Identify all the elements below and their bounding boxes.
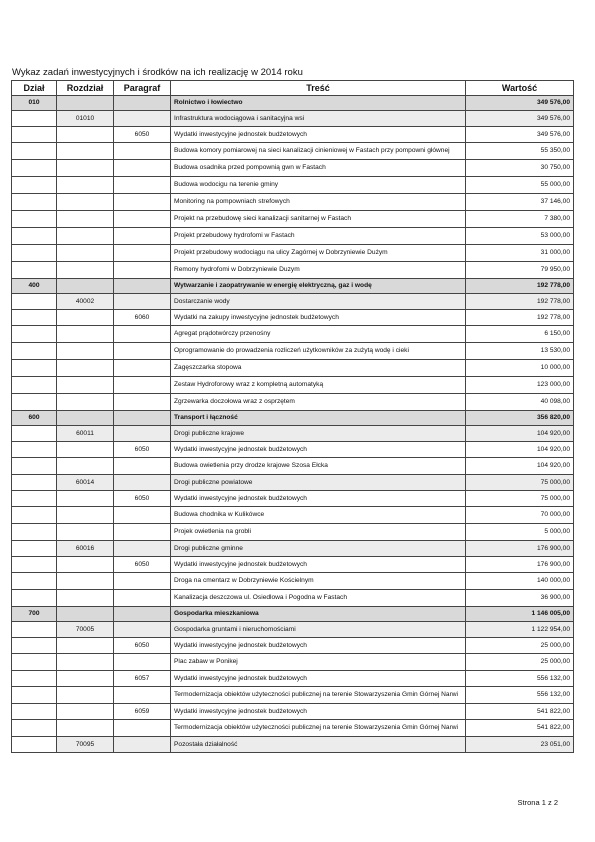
- table-row-task: [12, 211, 574, 228]
- cell-dzial: [12, 541, 57, 557]
- cell-rozdzial: [57, 458, 114, 475]
- cell-paragraf: [114, 111, 171, 127]
- cell-dzial: [12, 442, 57, 458]
- cell-dzial: [12, 310, 57, 326]
- cell-dzial: [12, 720, 57, 737]
- cell-rozdzial: [57, 524, 114, 541]
- cell-dzial: [12, 622, 57, 638]
- cell-paragraf: [114, 194, 171, 211]
- cell-tresc: Wydatki inwestycyjne jednostek budżetowych: [171, 638, 466, 654]
- cell-dzial: [12, 507, 57, 524]
- cell-dzial: [12, 377, 57, 394]
- header-dzial: Dział: [12, 81, 57, 96]
- cell-rozdzial: [57, 687, 114, 704]
- cell-wartosc: 1 146 005,00: [466, 607, 574, 622]
- cell-tresc: Wydatki inwestycyjne jednostek budżetowych: [171, 671, 466, 687]
- cell-paragraf: 6059: [114, 704, 171, 720]
- cell-rozdzial: [57, 442, 114, 458]
- cell-paragraf: [114, 262, 171, 279]
- table-row-task: [12, 590, 574, 607]
- cell-tresc: Remony hydrofomi w Dobrzyniewie Duzym: [171, 262, 466, 279]
- cell-dzial: 600: [12, 411, 57, 426]
- cell-wartosc: 7 380,00: [466, 211, 574, 228]
- table-row-task: [12, 326, 574, 343]
- cell-tresc: Budowa komory pomiarowej na sieci kanalizacji cinieniowej w Fastach przy pompowni głównej: [171, 143, 466, 160]
- cell-paragraf: [114, 524, 171, 541]
- cell-dzial: [12, 458, 57, 475]
- cell-wartosc: 75 000,00: [466, 475, 574, 491]
- cell-rozdzial: [57, 720, 114, 737]
- cell-wartosc: 104 920,00: [466, 426, 574, 442]
- page-number: Strona 1 z 2: [517, 798, 558, 807]
- header-tresc: Treść: [171, 81, 466, 96]
- cell-tresc: Drogi publiczne gminne: [171, 541, 466, 557]
- table-row-task: [12, 524, 574, 541]
- cell-paragraf: 6050: [114, 638, 171, 654]
- cell-rozdzial: [57, 607, 114, 622]
- cell-rozdzial: 70005: [57, 622, 114, 638]
- cell-dzial: [12, 654, 57, 671]
- cell-paragraf: [114, 279, 171, 294]
- cell-paragraf: [114, 622, 171, 638]
- cell-paragraf: 6050: [114, 442, 171, 458]
- table-row-task: [12, 177, 574, 194]
- cell-tresc: Rolnictwo i łowiectwo: [171, 96, 466, 111]
- cell-dzial: [12, 211, 57, 228]
- cell-rozdzial: [57, 245, 114, 262]
- cell-wartosc: 541 822,00: [466, 720, 574, 737]
- cell-wartosc: 25 000,00: [466, 638, 574, 654]
- cell-rozdzial: 60011: [57, 426, 114, 442]
- cell-tresc: Wydatki inwestycyjne jednostek budżetowych: [171, 704, 466, 720]
- cell-paragraf: [114, 458, 171, 475]
- cell-rozdzial: [57, 343, 114, 360]
- table-row-rozdzial: [12, 111, 574, 127]
- cell-paragraf: [114, 590, 171, 607]
- cell-wartosc: 31 000,00: [466, 245, 574, 262]
- cell-tresc: Termodernizacja obiektów użyteczności publicznej na terenie Stowarzyszenia Gmin Górnej Narwi: [171, 687, 466, 704]
- cell-dzial: [12, 262, 57, 279]
- cell-paragraf: [114, 720, 171, 737]
- table-row-task: [12, 143, 574, 160]
- cell-dzial: [12, 360, 57, 377]
- cell-tresc: Transport i łączność: [171, 411, 466, 426]
- table-row-task: [12, 343, 574, 360]
- cell-dzial: [12, 524, 57, 541]
- table-row-task: [12, 194, 574, 211]
- table-row-dzial: [12, 279, 574, 294]
- cell-dzial: 400: [12, 279, 57, 294]
- document-title: Wykaz zadań inwestycyjnych i środków na ich realizację w 2014 roku: [12, 67, 303, 78]
- table-row-task: [12, 573, 574, 590]
- cell-paragraf: [114, 426, 171, 442]
- header-paragraf: Paragraf: [114, 81, 171, 96]
- cell-rozdzial: [57, 491, 114, 507]
- table-row-task: [12, 160, 574, 177]
- cell-tresc: Dostarczanie wody: [171, 294, 466, 310]
- cell-tresc: Droga na cmentarz w Dobrzyniewie Kościelnym: [171, 573, 466, 590]
- cell-paragraf: [114, 228, 171, 245]
- table-row-rozdzial: [12, 541, 574, 557]
- table-row-rozdzial: [12, 475, 574, 491]
- cell-paragraf: [114, 294, 171, 310]
- cell-tresc: Agregat prądotwórczy przenośny: [171, 326, 466, 343]
- cell-paragraf: [114, 475, 171, 491]
- table-row-dzial: [12, 411, 574, 426]
- cell-tresc: Pozostała działalność: [171, 737, 466, 753]
- cell-dzial: [12, 426, 57, 442]
- cell-wartosc: 70 000,00: [466, 507, 574, 524]
- table-row-dzial: [12, 607, 574, 622]
- cell-paragraf: [114, 343, 171, 360]
- cell-dzial: 700: [12, 607, 57, 622]
- cell-dzial: [12, 590, 57, 607]
- cell-dzial: 010: [12, 96, 57, 111]
- table-row-rozdzial: [12, 622, 574, 638]
- cell-rozdzial: [57, 143, 114, 160]
- table-header-row: [12, 81, 574, 96]
- cell-tresc: Budowa chodnika w Kulikówce: [171, 507, 466, 524]
- cell-tresc: Monitoring na pompowniach strefowych: [171, 194, 466, 211]
- table-row-paragraf: [12, 557, 574, 573]
- cell-paragraf: [114, 377, 171, 394]
- cell-tresc: Projek owietlenia na grobli: [171, 524, 466, 541]
- cell-rozdzial: [57, 96, 114, 111]
- table-row-task: [12, 360, 574, 377]
- table-row-paragraf: [12, 704, 574, 720]
- cell-rozdzial: [57, 654, 114, 671]
- table-row-paragraf: [12, 310, 574, 326]
- cell-wartosc: 37 146,00: [466, 194, 574, 211]
- cell-rozdzial: 70095: [57, 737, 114, 753]
- table-row-task: [12, 262, 574, 279]
- cell-paragraf: [114, 654, 171, 671]
- cell-paragraf: [114, 326, 171, 343]
- table-row-paragraf: [12, 127, 574, 143]
- cell-rozdzial: [57, 557, 114, 573]
- cell-dzial: [12, 687, 57, 704]
- cell-paragraf: 6060: [114, 310, 171, 326]
- cell-tresc: Wydatki inwestycyjne jednostek budżetowych: [171, 442, 466, 458]
- cell-paragraf: [114, 211, 171, 228]
- cell-dzial: [12, 294, 57, 310]
- cell-tresc: Zgrzewarka doczołowa wraz z osprzętem: [171, 394, 466, 411]
- cell-paragraf: [114, 160, 171, 177]
- cell-paragraf: [114, 411, 171, 426]
- table-row-task: [12, 654, 574, 671]
- header-wartosc: Wartość: [466, 81, 574, 96]
- cell-dzial: [12, 394, 57, 411]
- cell-rozdzial: [57, 177, 114, 194]
- cell-wartosc: 556 132,00: [466, 671, 574, 687]
- cell-tresc: Projekt przebudowy hydrofomi w Fastach: [171, 228, 466, 245]
- cell-dzial: [12, 737, 57, 753]
- cell-tresc: Termodernizacja obiektów użyteczności publicznej na terenie Stowarzyszenia Gmin Górnej Narwi: [171, 720, 466, 737]
- table-row-task: [12, 394, 574, 411]
- cell-dzial: [12, 228, 57, 245]
- cell-wartosc: 13 530,00: [466, 343, 574, 360]
- cell-dzial: [12, 491, 57, 507]
- cell-paragraf: [114, 96, 171, 111]
- cell-tresc: Wydatki inwestycyjne jednostek budżetowych: [171, 557, 466, 573]
- cell-tresc: Drogi publiczne krajowe: [171, 426, 466, 442]
- cell-wartosc: 556 132,00: [466, 687, 574, 704]
- cell-rozdzial: [57, 211, 114, 228]
- cell-wartosc: 53 000,00: [466, 228, 574, 245]
- table-row-paragraf: [12, 491, 574, 507]
- cell-dzial: [12, 557, 57, 573]
- cell-tresc: Drogi publiczne powiatowe: [171, 475, 466, 491]
- cell-dzial: [12, 111, 57, 127]
- cell-tresc: Plac zabaw w Ponikej: [171, 654, 466, 671]
- cell-wartosc: 1 122 954,00: [466, 622, 574, 638]
- cell-rozdzial: [57, 671, 114, 687]
- cell-wartosc: 79 950,00: [466, 262, 574, 279]
- cell-rozdzial: [57, 194, 114, 211]
- cell-rozdzial: [57, 360, 114, 377]
- table-row-paragraf: [12, 638, 574, 654]
- cell-paragraf: [114, 687, 171, 704]
- cell-paragraf: [114, 360, 171, 377]
- cell-paragraf: 6057: [114, 671, 171, 687]
- cell-paragraf: [114, 245, 171, 262]
- cell-tresc: Wydatki na zakupy inwestycyjne jednostek budżetowych: [171, 310, 466, 326]
- cell-wartosc: 5 000,00: [466, 524, 574, 541]
- cell-rozdzial: [57, 411, 114, 426]
- header-rozdzial: Rozdział: [57, 81, 114, 96]
- cell-dzial: [12, 160, 57, 177]
- cell-paragraf: 6050: [114, 491, 171, 507]
- cell-dzial: [12, 343, 57, 360]
- table-row-paragraf: [12, 671, 574, 687]
- cell-wartosc: 36 900,00: [466, 590, 574, 607]
- cell-rozdzial: [57, 573, 114, 590]
- cell-tresc: Infrastruktura wodociągowa i sanitacyjna wsi: [171, 111, 466, 127]
- cell-wartosc: 192 778,00: [466, 279, 574, 294]
- cell-dzial: [12, 671, 57, 687]
- cell-rozdzial: [57, 507, 114, 524]
- cell-tresc: Budowa owietlenia przy drodze krajowe Szosa Ełcka: [171, 458, 466, 475]
- cell-wartosc: 40 098,00: [466, 394, 574, 411]
- cell-paragraf: [114, 541, 171, 557]
- cell-rozdzial: [57, 310, 114, 326]
- cell-rozdzial: 60014: [57, 475, 114, 491]
- cell-rozdzial: 01010: [57, 111, 114, 127]
- table-row-task: [12, 245, 574, 262]
- cell-dzial: [12, 326, 57, 343]
- cell-wartosc: 349 576,00: [466, 96, 574, 111]
- cell-dzial: [12, 143, 57, 160]
- cell-dzial: [12, 475, 57, 491]
- cell-tresc: Zestaw Hydroforowy wraz z kompletną automatyką: [171, 377, 466, 394]
- cell-dzial: [12, 177, 57, 194]
- cell-tresc: Gospodarka gruntami i nieruchomościami: [171, 622, 466, 638]
- cell-rozdzial: [57, 326, 114, 343]
- table-row-rozdzial: [12, 294, 574, 310]
- cell-wartosc: 6 150,00: [466, 326, 574, 343]
- cell-wartosc: 23 051,00: [466, 737, 574, 753]
- cell-paragraf: [114, 394, 171, 411]
- cell-tresc: Oprogramowanie do prowadzenia rozliczeń użytkowników za zużytą wodę i cieki: [171, 343, 466, 360]
- table-row-task: [12, 687, 574, 704]
- table-row-task: [12, 720, 574, 737]
- cell-rozdzial: [57, 638, 114, 654]
- table-body: [12, 96, 574, 753]
- cell-wartosc: 30 750,00: [466, 160, 574, 177]
- cell-rozdzial: [57, 377, 114, 394]
- cell-rozdzial: [57, 228, 114, 245]
- cell-tresc: Wytwarzanie i zaopatrywanie w energię elektryczną, gaz i wodę: [171, 279, 466, 294]
- table-row-paragraf: [12, 442, 574, 458]
- cell-dzial: [12, 638, 57, 654]
- table-row-task: [12, 377, 574, 394]
- table-row-rozdzial: [12, 426, 574, 442]
- cell-wartosc: 10 000,00: [466, 360, 574, 377]
- cell-dzial: [12, 245, 57, 262]
- cell-paragraf: [114, 573, 171, 590]
- cell-rozdzial: [57, 262, 114, 279]
- cell-wartosc: 140 000,00: [466, 573, 574, 590]
- cell-rozdzial: [57, 279, 114, 294]
- cell-tresc: Gospodarka mieszkaniowa: [171, 607, 466, 622]
- cell-wartosc: 349 576,00: [466, 127, 574, 143]
- cell-dzial: [12, 704, 57, 720]
- cell-tresc: Zagęszczarka stopowa: [171, 360, 466, 377]
- table-row-rozdzial: [12, 737, 574, 753]
- cell-dzial: [12, 573, 57, 590]
- investment-table: [11, 80, 574, 753]
- table-row-task: [12, 228, 574, 245]
- cell-paragraf: [114, 737, 171, 753]
- cell-rozdzial: 40002: [57, 294, 114, 310]
- cell-wartosc: 104 920,00: [466, 458, 574, 475]
- cell-wartosc: 55 000,00: [466, 177, 574, 194]
- cell-paragraf: [114, 607, 171, 622]
- cell-wartosc: 25 000,00: [466, 654, 574, 671]
- cell-tresc: Projekt przebudowy wodociągu na ulicy Zagórnej w Dobrzyniewie Dużym: [171, 245, 466, 262]
- cell-wartosc: 349 576,00: [466, 111, 574, 127]
- cell-wartosc: 176 900,00: [466, 557, 574, 573]
- cell-wartosc: 104 920,00: [466, 442, 574, 458]
- cell-rozdzial: [57, 704, 114, 720]
- cell-wartosc: 55 350,00: [466, 143, 574, 160]
- cell-wartosc: 192 778,00: [466, 294, 574, 310]
- cell-paragraf: [114, 177, 171, 194]
- cell-rozdzial: [57, 590, 114, 607]
- cell-tresc: Budowa wodocigu na terenie gminy: [171, 177, 466, 194]
- cell-paragraf: 6050: [114, 557, 171, 573]
- cell-rozdzial: [57, 160, 114, 177]
- cell-dzial: [12, 127, 57, 143]
- cell-paragraf: [114, 143, 171, 160]
- cell-dzial: [12, 194, 57, 211]
- cell-wartosc: 541 822,00: [466, 704, 574, 720]
- cell-wartosc: 176 900,00: [466, 541, 574, 557]
- cell-paragraf: 6050: [114, 127, 171, 143]
- cell-wartosc: 192 778,00: [466, 310, 574, 326]
- cell-tresc: Wydatki inwestycyjne jednostek budżetowych: [171, 127, 466, 143]
- cell-paragraf: [114, 507, 171, 524]
- table-row-task: [12, 507, 574, 524]
- cell-wartosc: 123 000,00: [466, 377, 574, 394]
- cell-rozdzial: [57, 127, 114, 143]
- cell-wartosc: 356 820,00: [466, 411, 574, 426]
- cell-tresc: Projekt na przebudowę sieci kanalizacji sanitarnej w Fastach: [171, 211, 466, 228]
- cell-tresc: Budowa osadnika przed pompownią gwn w Fastach: [171, 160, 466, 177]
- cell-rozdzial: 60016: [57, 541, 114, 557]
- table-row-task: [12, 458, 574, 475]
- cell-wartosc: 75 000,00: [466, 491, 574, 507]
- cell-tresc: Kanalizacja deszczowa ul. Osiedlowa i Pogodna w Fastach: [171, 590, 466, 607]
- table-row-dzial: [12, 96, 574, 111]
- cell-rozdzial: [57, 394, 114, 411]
- cell-tresc: Wydatki inwestycyjne jednostek budżetowych: [171, 491, 466, 507]
